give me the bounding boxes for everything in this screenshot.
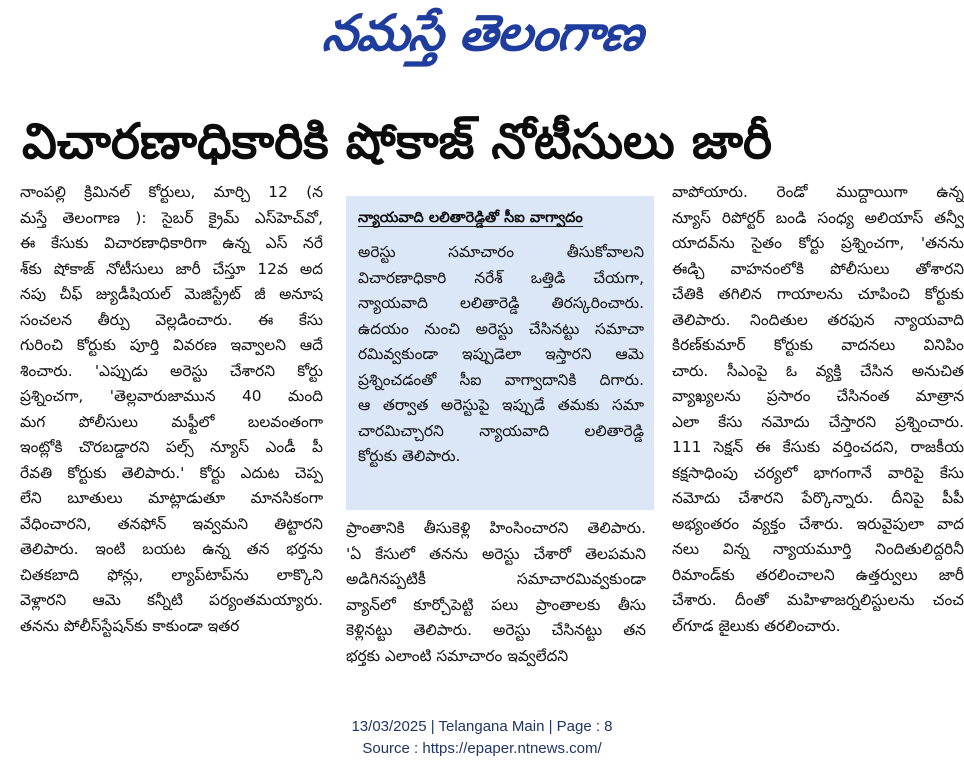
text-line: కిరణ్‌కుమార్ కోర్టుకు వాదనలు వినిపిం bbox=[672, 336, 964, 354]
masthead-logo: నమస్తే తెలంగాణ bbox=[319, 4, 646, 62]
text-line: అడిగినప్పటికీ సమాచారమివ్వకుండా bbox=[346, 570, 646, 588]
text-line: ఈడ్చి వాహనంలోకి పోలీసులు తోశారని bbox=[672, 259, 964, 278]
text-line: వేధించారని, తనఫోన్ ఇవ్వమని తిట్టారని bbox=[20, 514, 323, 533]
page-footer bbox=[0, 716, 964, 760]
text-line: నాంపల్లి క్రిమినల్ కోర్టులు, మార్చి 12 (న bbox=[20, 183, 323, 201]
text-line: శించారు. 'ఎప్పుడు అరెస్టు చేశారని కోర్టు bbox=[20, 361, 323, 380]
text-line: ఎలా కేసు నమోదు చేస్తారని ప్రశ్నించారు. bbox=[672, 412, 964, 431]
text-line: కక్షసాధింపు చర్యలో భాగంగానే వారిపై కేసు bbox=[672, 463, 964, 482]
sidebar-box-text bbox=[358, 240, 644, 470]
text-line: ల్‌గూడ జైలుకు తరలించారు. bbox=[672, 616, 841, 635]
text-line: వ్యాఖ్యలను ప్రసారం చేసినంత మాత్రాన bbox=[672, 387, 964, 405]
sidebar-box-heading: న్యాయవాది లలితారెడ్డితో సీఐ వాగ్వాదం bbox=[358, 210, 583, 226]
text-line: చారమిచ్చారని న్యాయవాది లలితారెడ్డి bbox=[358, 421, 644, 440]
text-line: రేవతి కోర్టుకు తెలిపారు.' కోర్టు ఎదుట చెప్ప bbox=[20, 463, 323, 482]
text-line: వ్యాన్‌లో కూర్చోపెట్టి పలు ప్రాంతాలకు తీసు bbox=[346, 595, 646, 614]
text-line: న్యాయవాది లలితారెడ్డి తిరస్కరించారు. bbox=[358, 294, 644, 312]
text-line: 111 సెక్షన్ ఈ కేసుకు వర్తించదని, రాజకీయ bbox=[672, 438, 964, 456]
text-line: సంచలన తీర్పు వెల్లడించారు. ఈ కేసు bbox=[20, 310, 323, 329]
text-line: ఈ కేసుకు విచారణాధికారిగా ఉన్న ఎస్ నరే bbox=[20, 234, 323, 252]
text-line: లేని బూతులు మాట్లాడుతూ మానసికంగా bbox=[20, 489, 323, 507]
text-line: ప్రశ్నించగా, 'తెల్లవారుజామున 40 మంది bbox=[20, 387, 323, 405]
text-line: న్యూస్ రిపోర్టర్ బండి సంధ్య అలియాస్ తన్వీ bbox=[672, 208, 964, 227]
text-line: మస్తే తెలంగాణ ): సైబర్ క్రైమ్ ఎస్‌హెచ్‌వో, bbox=[20, 208, 323, 227]
article-column-3 bbox=[672, 180, 964, 692]
article-column-2 bbox=[346, 516, 646, 696]
text-line: తెలిపారు. నిందితుల తరఫున న్యాయవాది bbox=[672, 310, 964, 329]
text-line: అభ్యంతరం వ్యక్తం చేశారు. ఇరువైపులా వాద bbox=[672, 514, 964, 533]
article-headline: విచారణాధికారికి షోకాజ్ నోటీసులు జారీ bbox=[22, 113, 773, 170]
text-line: తెలిపారు. ఇంటి బయట ఉన్న తన భర్తను bbox=[20, 540, 323, 558]
text-line: రమివ్వకుండా ఇప్పుడెలా ఇస్తారని ఆమె bbox=[358, 345, 644, 363]
text-line: 'ఏ కేసులో తనను అరెస్టు చేశారో తెలపమని bbox=[346, 544, 646, 563]
text-line: నపు చీఫ్ జ్యుడీషియల్ మెజిస్ట్రేట్ జీ అనూష bbox=[20, 285, 323, 303]
text-line: ఆ తర్వాత అరెస్టుపై ఇప్పుడే తమకు సమా bbox=[358, 396, 644, 414]
footer-date-edition: 13/03/2025 | Telangana Main | Page : 8 bbox=[351, 718, 613, 735]
text-line: ప్రాంతానికి తీసుకెళ్లి హింసించారని తెలిపారు. bbox=[346, 519, 646, 537]
text-line: ప్రశ్నించడంతో సీఐ వాగ్వాదానికి దిగారు. bbox=[358, 370, 644, 389]
text-line: చారు. సీఎంపై ఓ వ్యక్తి చేసిన అనుచిత bbox=[672, 361, 964, 380]
footer-source-link[interactable]: Source : https://epaper.ntnews.com/ bbox=[362, 740, 602, 757]
sidebar-box bbox=[346, 196, 654, 510]
text-line: చితకబాది ఫోన్లు, ల్యాప్‌టాప్‌ను లాక్కొని bbox=[20, 565, 323, 584]
text-line: ఇంట్లోకి చొరబడ్డారని పల్స్ న్యూస్ ఎండీ పీ bbox=[20, 438, 323, 456]
text-line: వాపోయారు. రెండో ముద్దాయిగా ఉన్న bbox=[672, 183, 964, 201]
text-line: వెళ్లారని ఆమె కన్నీటి పర్యంతమయ్యారు. bbox=[20, 591, 323, 609]
text-line: అరెస్టు సమాచారం తీసుకోవాలని bbox=[358, 243, 644, 261]
text-line: భర్తకు ఎలాంటి సమాచారం ఇవ్వలేదని bbox=[346, 646, 569, 665]
text-line: ఉదయం నుంచి అరెస్టు చేసినట్టు సమాచా bbox=[358, 319, 644, 338]
text-line: నలు విన్న న్యాయమూర్తి నిందితులిద్దరినీ bbox=[672, 540, 964, 558]
text-line: శ్‌కు షోకాజ్ నోటీసులు జారీ చేస్తూ 12వ అద bbox=[20, 259, 323, 278]
text-line: యాదవ్‌ను సైతం కోర్టు ప్రశ్నించగా, 'తనను bbox=[672, 234, 964, 252]
text-line: చేశారు. దీంతో మహిళాజర్నలిస్టులను చంచ bbox=[672, 591, 964, 609]
text-line: గురించి కోర్టుకు పూర్తి వివరణ ఇవ్వాలని ఆదే bbox=[20, 336, 323, 354]
article-column-1 bbox=[20, 180, 323, 692]
text-line: విచారణాధికారి నరేశ్ ఒత్తిడి చేయగా, bbox=[358, 268, 644, 287]
text-line: తనను పోలీస్‌స్టేషన్‌కు కాకుండా ఇతర bbox=[20, 616, 240, 635]
text-line: నమోదు చేశారని పేర్కొన్నారు. దీనిపై పీపీ bbox=[672, 489, 964, 507]
text-line: కెళ్లినట్టు తెలిపారు. అరెస్టు చేసినట్టు తన bbox=[346, 621, 646, 639]
text-line: మగ పోలీసులు మఫ్టీలో బలవంతంగా bbox=[20, 412, 323, 431]
text-line: కోర్టుకు తెలిపారు. bbox=[358, 447, 461, 465]
text-line: చేతికి తగిలిన గాయాలను చూపించి కోర్టుకు bbox=[672, 285, 964, 303]
text-line: రిమాండ్‌కు తరలించాలని ఉత్తర్వులు జారీ bbox=[672, 565, 964, 584]
